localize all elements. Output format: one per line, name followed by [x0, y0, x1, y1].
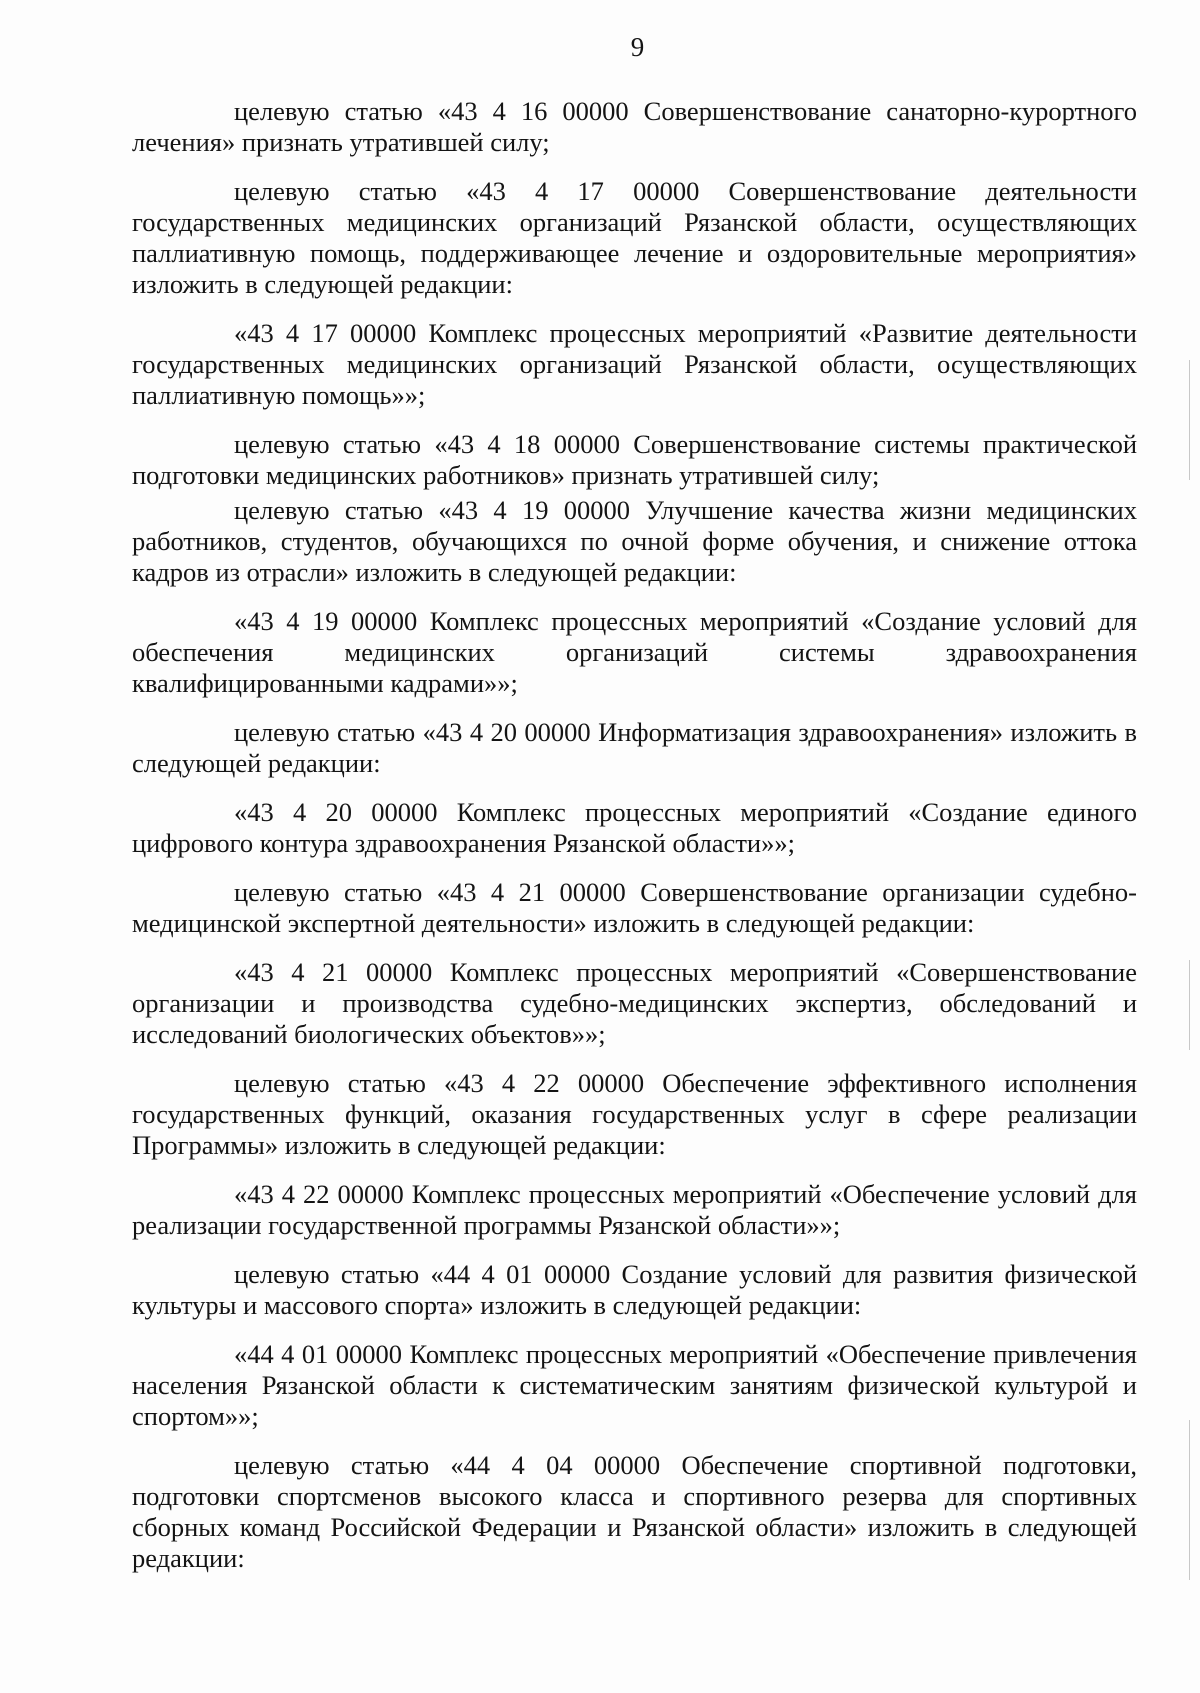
- paragraph-14: «44 4 01 00000 Комплекс процессных мероприятий «Обеспечение привлечения населения Рязанской области к систематическим занятиям физической культурой и спортом»»;: [132, 1339, 1137, 1431]
- paragraph-15: целевую статью «44 4 04 00000 Обеспечение спортивной подготовки, подготовки спортсменов высокого класса и спортивного резерва для спортивных сборных команд Российской Федерации и Рязанской области» изложить в следующей редакции:: [132, 1450, 1137, 1573]
- paragraph-12: «43 4 22 00000 Комплекс процессных мероприятий «Обеспечение условий для реализации государственной программы Рязанской области»»;: [132, 1179, 1137, 1240]
- paragraph-1: целевую статью «43 4 16 00000 Совершенствование санаторно-курортного лечения» признать утратившей силу;: [132, 96, 1137, 157]
- paragraph-13: целевую статью «44 4 01 00000 Создание условий для развития физической культуры и массового спорта» изложить в следующей редакции:: [132, 1259, 1137, 1320]
- paragraph-3: «43 4 17 00000 Комплекс процессных мероприятий «Развитие деятельности государственных медицинских организаций Рязанской области, осуществляющих паллиативную помощь»»;: [132, 318, 1137, 410]
- paragraph-7: целевую статью «43 4 20 00000 Информатизация здравоохранения» изложить в следующей редакции:: [132, 717, 1137, 778]
- paragraph-5: целевую статью «43 4 19 00000 Улучшение качества жизни медицинских работников, студентов, обучающихся по очной форме обучения, и снижение оттока кадров из отрасли» изложить в следующей редакции:: [132, 495, 1137, 587]
- paragraph-9: целевую статью «43 4 21 00000 Совершенствование организации судебно-медицинской экспертной деятельности» изложить в следующей редакции:: [132, 877, 1137, 938]
- paragraph-8: «43 4 20 00000 Комплекс процессных мероприятий «Создание единого цифрового контура здравоохранения Рязанской области»»;: [132, 797, 1137, 858]
- paragraph-4: целевую статью «43 4 18 00000 Совершенствование системы практической подготовки медицинских работников» признать утратившей силу;: [132, 429, 1137, 490]
- paragraph-11: целевую статью «43 4 22 00000 Обеспечение эффективного исполнения государственных функций, оказания государственных услуг в сфере реализации Программы» изложить в следующей редакции:: [132, 1068, 1137, 1160]
- document-body: [132, 96, 1137, 1574]
- paragraph-6: «43 4 19 00000 Комплекс процессных мероприятий «Создание условий для обеспечения медицинских организаций системы здравоохранения квалифицированными кадрами»»;: [132, 606, 1137, 698]
- scan-edge-mark: [1189, 1420, 1190, 1580]
- paragraph-10: «43 4 21 00000 Комплекс процессных мероприятий «Совершенствование организации и производства судебно-медицинских экспертиз, обследований и исследований биологических объектов»»;: [132, 957, 1137, 1049]
- scan-edge-mark: [1189, 960, 1190, 1050]
- paragraph-2: целевую статью «43 4 17 00000 Совершенствование деятельности государственных медицинских организаций Рязанской области, осуществляющих паллиативную помощь, поддерживающее лечение и оздоровительные мероприятия» изложить в следующей редакции:: [132, 176, 1137, 299]
- scan-edge-mark: [1189, 360, 1190, 480]
- page-number: 9: [630, 32, 645, 62]
